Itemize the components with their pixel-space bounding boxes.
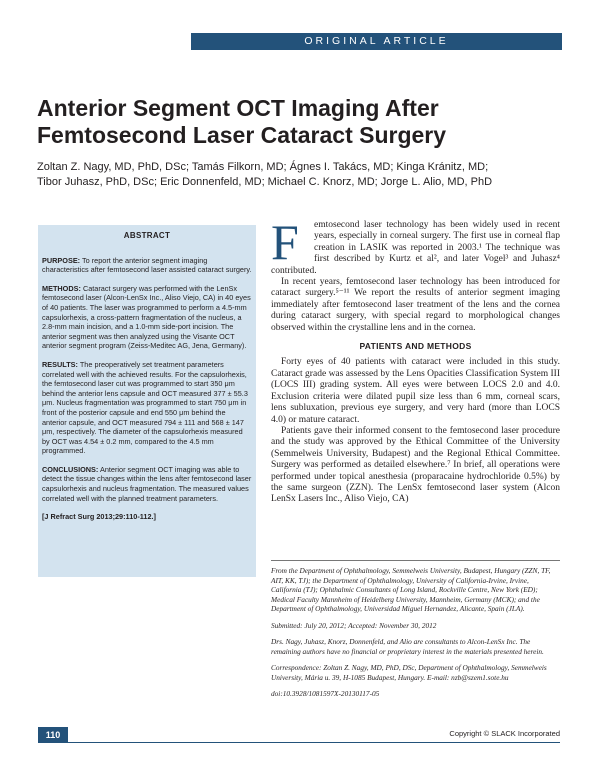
- article-type-banner: ORIGINAL ARTICLE: [191, 33, 562, 50]
- submission-dates: Submitted: July 20, 2012; Accepted: November 30, 2012: [271, 620, 437, 630]
- abstract-conclusions-label: CONCLUSIONS:: [42, 464, 99, 474]
- page-footer: [38, 727, 560, 743]
- affiliations-note: From the Department of Ophthalmology, Semmelweis University, Budapest, Hungary (ZZN, TF, AIT, KK, TJ); the Department of Ophthalmology, University of California-Irvine, Irvine, California (TJ); Ophthalmic Consultants of Long Island, Rockville Centre, New York (ED); Medical Faculty Mannheim of Heidelberg University, Mannheim, Germany (MCK); and the Department of Ophthalmology, Universidad Miguel Hernandez, Alicante, Spain (JLA).: [271, 566, 551, 613]
- footer-rule: [68, 742, 560, 743]
- abstract-methods-label: METHODS:: [42, 283, 81, 293]
- abstract-methods: [42, 284, 252, 351]
- intro-paragraph-1: [271, 214, 560, 277]
- article-title: [37, 95, 557, 149]
- intro-paragraph-2: In recent years, femtosecond laser technology has been introduced for cataract surgery.⁵⁻¹¹ We report the results of anterior segment imaging immediately after femtosecond laser treatment of the lens and the cornea during cataract surgery, with special regard to morphological changes observed within the crystalline lens and in the cornea.: [271, 277, 560, 333]
- abstract-purpose-text: To report the anterior segment imaging characteristics after femtosecond laser assisted cataract surgery.: [42, 255, 252, 275]
- disclosure-note: Drs. Nagy, Juhasz, Knorz, Donnenfeld, and Alio are consultants to Alcon-LenSx Inc. The remaining authors have no financial or proprietary interest in the materials presented herein.: [271, 637, 544, 656]
- article-title-line-1: Anterior Segment OCT Imaging After: [37, 95, 439, 121]
- intro-paragraph-1-text: emtosecond laser technology has been widely used in recent years, especially in corneal surgery. The first use in corneal flap creation in LASIK was reported in 2003.¹ The technique was first described by Kurtz et al², and later Vogel³ and Juhasz⁴ contributed.: [271, 220, 560, 276]
- author-list: [37, 160, 567, 190]
- abstract-methods-text: Cataract surgery was performed with the LenSx femtosecond laser (Alcon-LenSx Inc., Aliso Viejo, CA) in 40 eyes of 40 patients. The laser was programmed to perform a 4.5-mm capsulorhexis, a cross-pattern fragmentation of the nucleus, a 2.8-mm main incision, and a 1.0-mm side-port incision. The anterior segment was then analyzed using the Visante OCT anterior segment program (Zeiss-Meditec AG, Jena, Germany).: [42, 283, 251, 351]
- abstract-purpose-label: PURPOSE:: [42, 255, 81, 265]
- abstract-box: [38, 225, 256, 577]
- abstract-citation: [J Refract Surg 2013;29:110-112.]: [42, 512, 156, 522]
- footnotes: [271, 566, 560, 706]
- abstract-heading: ABSTRACT: [123, 231, 171, 240]
- abstract-results-label: RESULTS:: [42, 359, 78, 369]
- abstract-purpose: [42, 256, 252, 275]
- abstract-conclusions-text: Anterior segment OCT imaging was able to detect the tissue changes within the lens after femtosecond laser capsulorhexis and nucleus fragmentation. The measured values correlated well with the planned treatment parameters.: [42, 464, 252, 503]
- abstract-conclusions: [42, 465, 252, 503]
- section-heading-patients-methods: PATIENTS AND METHODS: [359, 341, 472, 352]
- page-number-badge: 110: [38, 727, 68, 743]
- author-line-2: Tibor Juhasz, PhD, DSc; Eric Donnenfeld, MD; Michael C. Knorz, MD; Jorge L. Alio, MD, PhD: [37, 176, 493, 188]
- body-text-column: [271, 214, 560, 506]
- drop-cap: F: [271, 214, 299, 270]
- methods-paragraph-1: Forty eyes of 40 patients with cataract were included in this study. Cataract grade was assessed by the Lens Opacities Classification System III (LOCS III) grading system. All eyes were between LOCS 2.0 and 4.0. Exclusion criteria were dilated pupil size less than 6 mm, corneal scars, lens subluxation, previous eye surgery, and very hard (more than LOCS 4.0) or mature cataract.: [271, 357, 560, 425]
- abstract-results-text: The preoperatively set treatment parameters correlated well with the achieved results. For the capsulorhexis, the femtosecond laser cut was programmed to start 350 μm behind the anterior lens capsule and OCT measured 377 ± 55.3 μm. Nucleus fragmentation was programmed to start 750 μm in front of the posterior capsule and end 550 μm behind the anterior capsule, and OCT measured 794 ± 111 and 568 ± 147 μm, respectively. The diameter of the capsulorhexis measured by OCT was 4.54 ± 0.2 mm, compared to the 4.5 mm programmed.: [42, 359, 248, 456]
- methods-paragraph-2: Patients gave their informed consent to the femtosecond laser procedure and the study was approved by the Ethical Committee of the University (Semmelweis University, Budapest) and the Regional Ethical Committee. Surgery was performed as detailed elsewhere.⁷ In brief, all operations were performed under topical anesthesia (proparacaine hydrochloride 0.5%) by the same surgeon (ZZN). The LenSx femtosecond laser system (Alcon LenSx Lasers Inc., Aliso Viejo, CA): [271, 425, 560, 505]
- doi-note: doi:10.3928/1081597X-20130117-05: [271, 689, 380, 698]
- abstract-results: [42, 360, 252, 456]
- article-title-line-2: Femtosecond Laser Cataract Surgery: [37, 122, 447, 148]
- correspondence-note: Correspondence: Zoltan Z. Nagy, MD, PhD, DSc, Department of Ophthalmology, Semmelweis University, Mária u. 39, H-1085 Budapest, Hungary. E-mail: nzb@szem1.sote.hu: [271, 663, 547, 682]
- author-line-1: Zoltan Z. Nagy, MD, PhD, DSc; Tamás Filkorn, MD; Ágnes I. Takács, MD; Kinga Kránitz, MD;: [37, 161, 489, 173]
- footnote-divider: [271, 560, 560, 561]
- copyright-notice: Copyright © SLACK Incorporated: [449, 729, 560, 738]
